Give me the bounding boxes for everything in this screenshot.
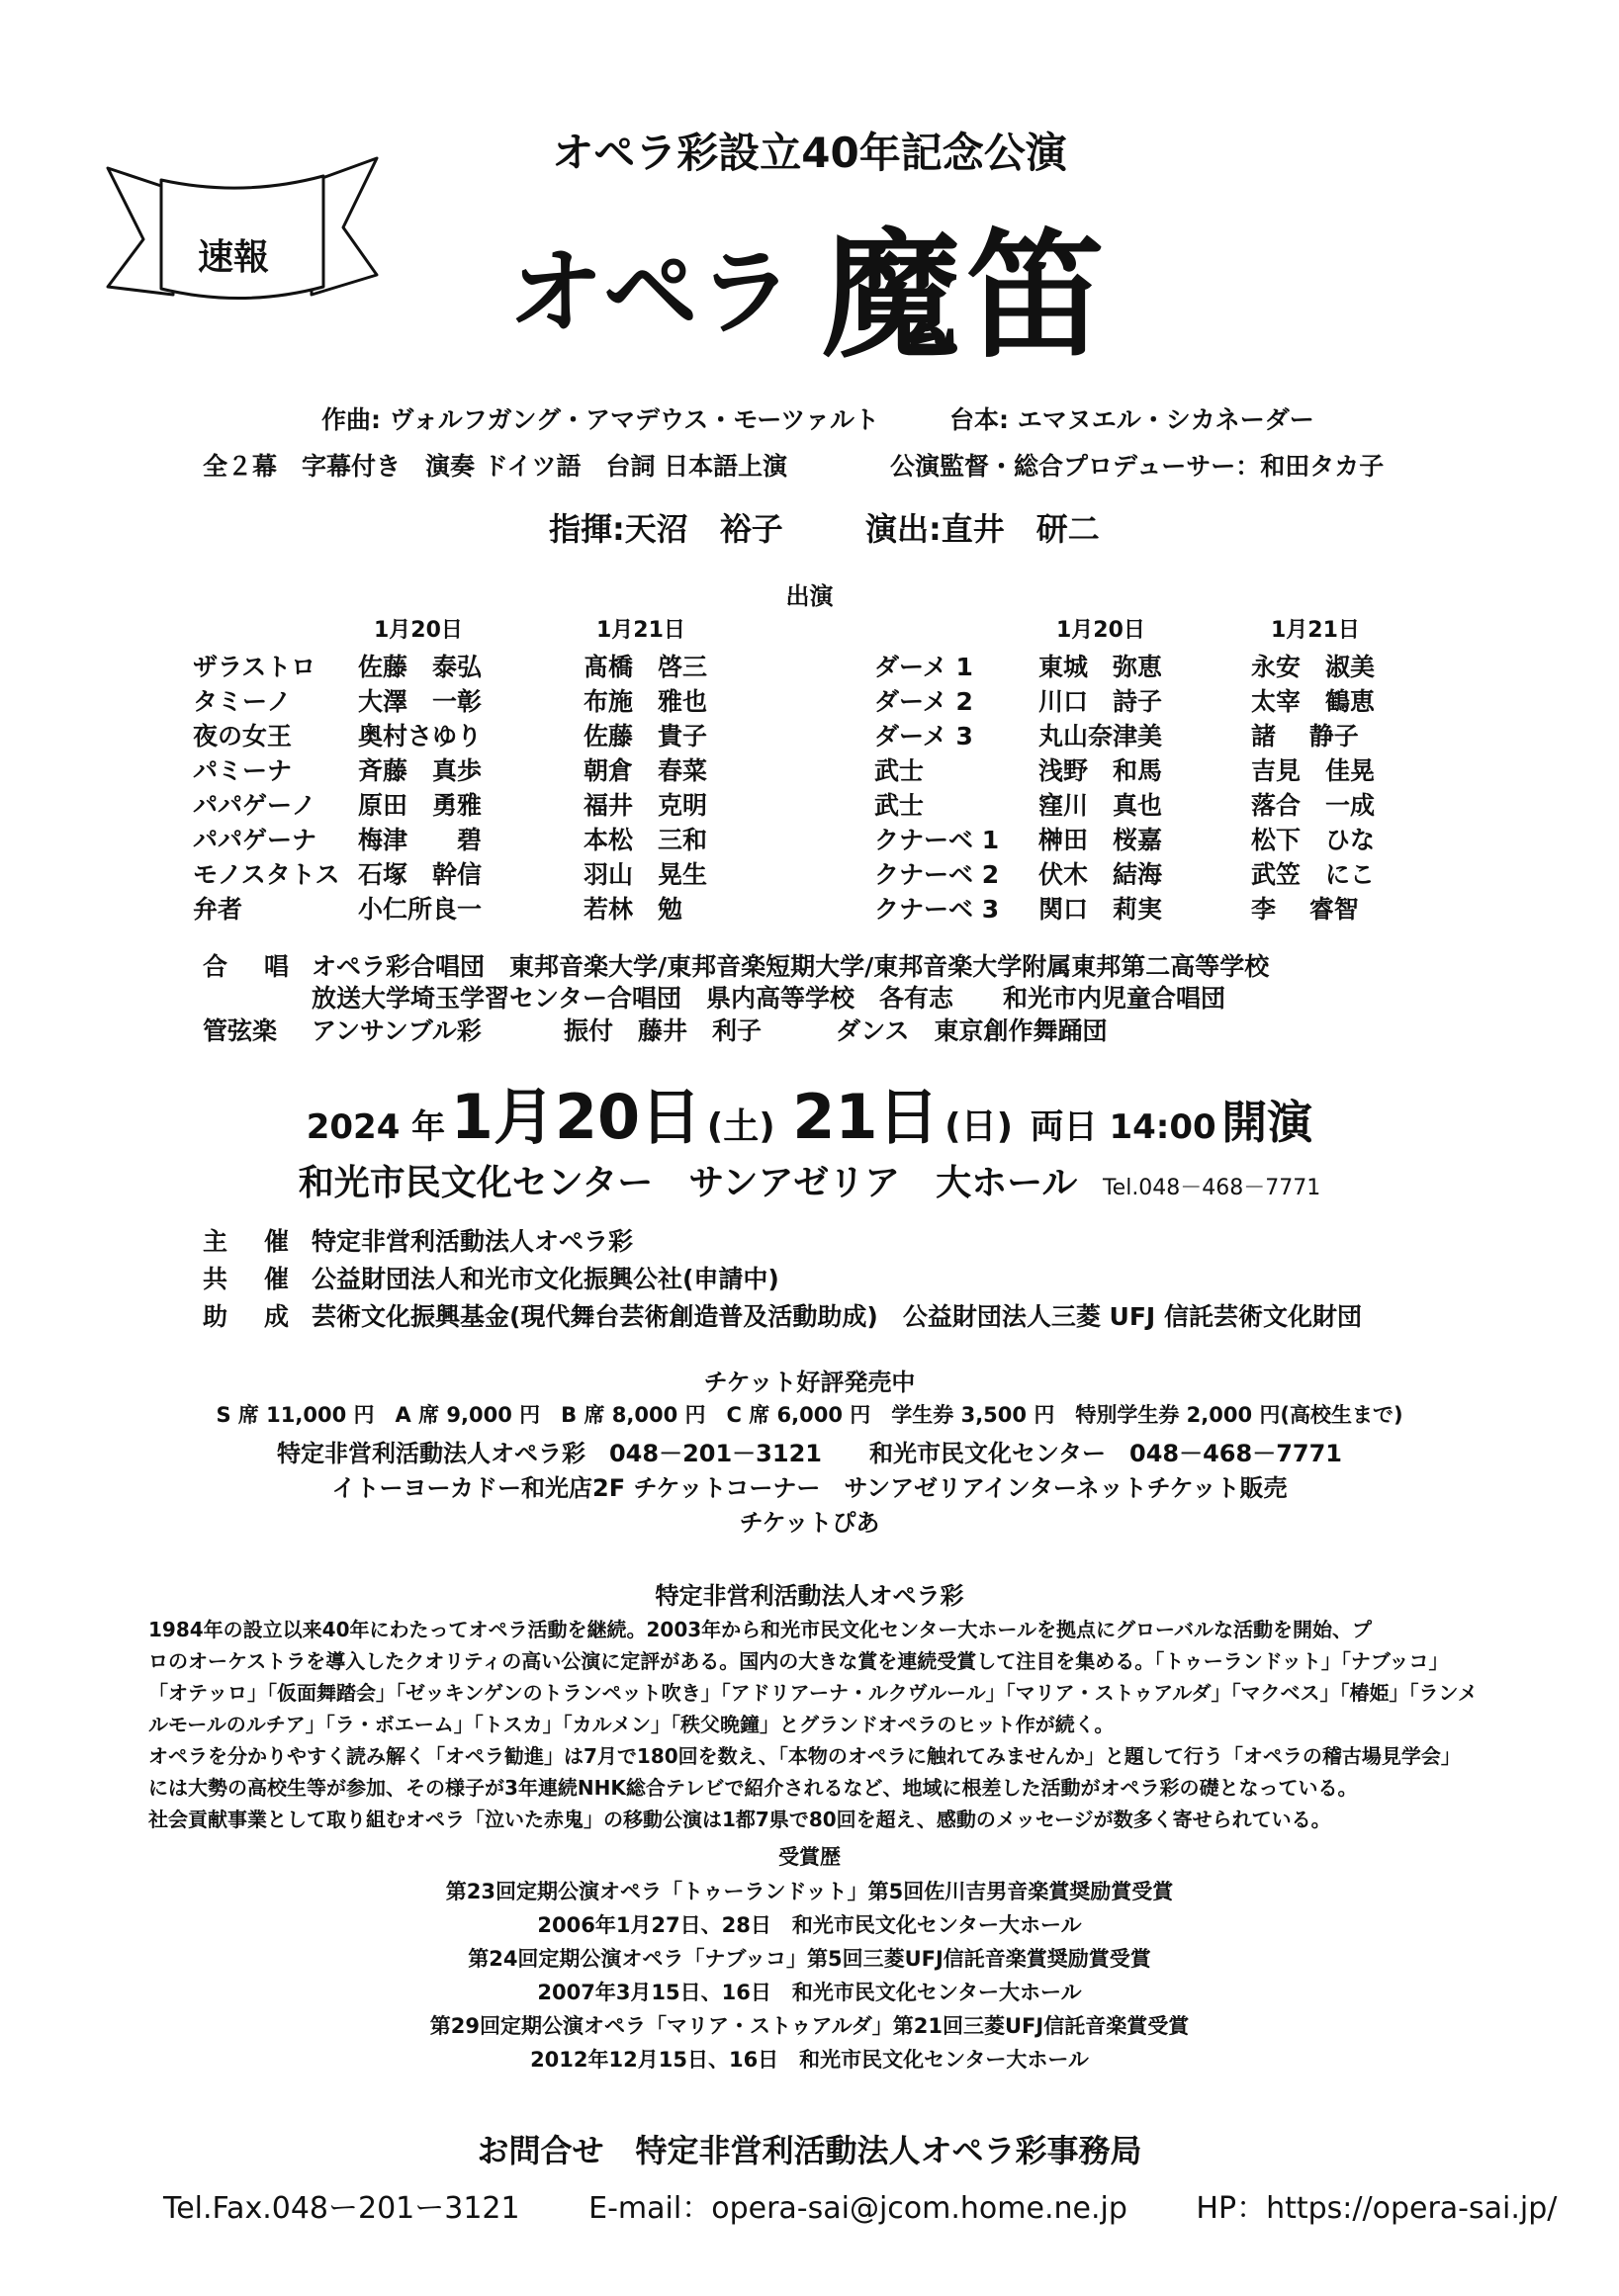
weekday-2: (日) [944,1106,1014,1147]
about-line: 「オテッロ」「仮面舞踏会」「ゼッキンゲンのトランペット吹き」「アドリアーナ・ルクヴルール」「マリア・ストゥアルダ」「マクベス」「椿姫」「ランメ [148,1681,1478,1705]
cast-singer-day1: 窪川 真也 [1038,791,1163,820]
performance-time: 両日 14:00 [1030,1107,1216,1147]
award-title: 第29回定期公演オペラ「マリア・ストゥアルダ」第21回三菱UFJ信託音楽賞受賞 [429,2014,1190,2038]
cast-singer-day1: 石塚 幹信 [358,860,483,889]
cast-singer-day2: 佐藤 貴子 [584,722,708,751]
cast-role: クナーベ 1 [874,826,1000,854]
award-venue: 2006年1月27日、28日 和光市民文化センター大ホール [537,1913,1082,1937]
cast-date-left-1: 1月20日 [374,618,463,643]
cast-singer-day1: 東城 弥恵 [1038,653,1163,681]
cast-date-right-1: 1月20日 [1056,618,1145,643]
cast-role: ダーメ 3 [874,722,973,751]
title-main: 魔笛 [822,217,1112,378]
librettist-credit: 台本: エマヌエル・シカネーダー [949,405,1314,434]
cast-singer-day2: 太宰 鶴恵 [1251,687,1376,716]
about-line: ルモールのルチア」「ラ・ボエーム」「トスカ」「カルメン」「秩父晩鐘」とグランドオペラのヒット作が続く。 [148,1713,1115,1736]
cast-singer-day2: 落合 一成 [1251,791,1376,820]
cast-role: 弁者 [193,895,243,924]
director-credit: 演出:直井 研二 [865,510,1100,548]
award-title: 第24回定期公演オペラ「ナブッコ」第5回三菱UFJ信託音楽賞奨励賞受賞 [468,1947,1151,1971]
about-line: 社会貢献事業として取り組むオペラ「泣いた赤鬼」の移動公演は1都7県で80回を超え、感動のメッセージが数多く寄せられている。 [148,1808,1331,1831]
cast-singer-day1: 伏木 結海 [1038,860,1163,889]
cast-date-right-2: 1月21日 [1271,618,1360,643]
cast-heading: 出演 [785,582,834,610]
cast-singer-day1: 浅野 和馬 [1038,756,1163,785]
ticket-outlets-1: 特定非営利活動法人オペラ彩 048－201－3121 和光市民文化センター 048－468－7771 [276,1440,1343,1467]
cast-role: パパゲーナ [193,826,317,854]
ticket-outlets-2: イトーヨーカドー和光店2F チケットコーナー サンアゼリアインターネットチケット販売 [331,1474,1288,1502]
organizer-role: 共 催 [203,1265,296,1293]
cast-date-left-2: 1月21日 [596,618,685,643]
performance-day-1: 1月20日 [450,1081,702,1153]
cast-role: パミーナ [193,756,293,785]
cast-role: パパゲーノ [193,791,316,820]
contact-homepage[interactable]: HP：https://opera-sai.jp/ [1196,2191,1558,2226]
curtain-label: 開演 [1221,1096,1313,1149]
cast-singer-day2: 朝倉 春菜 [584,756,708,785]
cast-role: 夜の女王 [193,722,293,751]
organizer-role: 主 催 [203,1227,296,1256]
cast-role: タミーノ [193,687,292,716]
performance-date [0,1068,1619,1156]
cast-role: 武士 [874,756,925,785]
dance-company: ダンス 東京創作舞踊団 [836,1016,1108,1045]
ticket-prices: S 席 11,000 円 A 席 9,000 円 B 席 8,000 円 C 席 6,000 円 学生券 3,500 円 特別学生券 2,000 円(高校生まで) [216,1403,1403,1427]
contact-details [163,2183,1616,2227]
awards-heading: 受賞歴 [778,1845,841,1869]
organizer-row [203,1222,1488,1256]
about-heading: 特定非営利活動法人オペラ彩 [655,1582,964,1610]
title-prefix: オペラ [507,237,793,348]
about-line: 1984年の設立以来40年にわたってオペラ活動を継続。2003年から和光市民文化センター大ホールを拠点にグローバルな活動を開始、プ [148,1618,1372,1641]
format-info: 全２幕 字幕付き 演奏 ドイツ語 台詞 日本語上演 [203,452,788,481]
contact-telfax: Tel.Fax.048ー201ー3121 [163,2191,520,2226]
cast-role: クナーベ 2 [874,860,1000,889]
cast-singer-day1: 原田 勇雅 [358,791,483,820]
orchestra-label: 管弦楽 [203,1016,278,1045]
award-title: 第23回定期公演オペラ「トゥーランドット」第5回佐川吉男音楽賞奨励賞受賞 [445,1880,1174,1903]
about-line: オペラを分かりやすく読み解く「オペラ勧進」は7月で180回を数え、「本物のオペラに触れてみませんか」と題して行う「オペラの稽古場見学会」 [148,1744,1461,1768]
chorus-line-1: オペラ彩合唱団 東邦音楽大学/東邦音楽短期大学/東邦音楽大学附属東邦第二高等学校 [312,952,1270,981]
orchestra-name: アンサンブル彩 [312,1016,482,1045]
cast-singer-day1: 佐藤 泰弘 [358,653,483,681]
cast-singer-day2: 武笠 にこ [1251,860,1376,889]
cast-singer-day2: 諸 静子 [1251,722,1359,751]
cast-role: クナーベ 3 [874,895,1000,924]
cast-singer-day1: 斉藤 真歩 [358,756,483,785]
cast-singer-day1: 小仁所良一 [358,895,483,924]
banner-label: 速報 [198,237,270,278]
cast-role: モノスタトス [193,860,340,889]
cast-singer-day2: 吉見 佳晃 [1251,756,1376,785]
cast-singer-day1: 奥村さゆり [358,722,483,751]
cast-singer-day2: 羽山 晃生 [584,860,708,889]
organizer-name: 公益財団法人和光市文化振興公社(申請中) [312,1265,779,1293]
award-venue: 2012年12月15日、16日 和光市民文化センター大ホール [530,2048,1089,2072]
cast-singer-day2: 松下 ひな [1251,826,1376,854]
organizer-role: 助 成 [203,1302,296,1331]
about-body [148,1614,1493,1835]
cast-singer-day2: 布施 雅也 [584,687,708,716]
organizer-row [203,1297,1488,1331]
cast-role: ザラストロ [193,653,316,681]
cast-singer-day2: 若林 勉 [584,895,683,924]
cast-singer-day1: 榊田 桜嘉 [1038,826,1163,854]
cast-role: 武士 [874,791,925,820]
about-line: には大勢の高校生等が参加、その様子が3年連続NHK総合テレビで紹介されるなど、地域に根差した活動がオペラ彩の礎となっている。 [148,1776,1358,1800]
event-subtitle: オペラ彩設立40年記念公演 [552,129,1067,177]
contact-title: お問合せ 特定非営利活動法人オペラ彩事務局 [477,2132,1142,2169]
cast-singer-day2: 福井 克明 [584,791,708,820]
producer-credit: 公演監督・総合プロデューサー：和田タカ子 [890,452,1385,481]
performance-year: 2024 年 [306,1107,446,1147]
cast-singer-day2: 永安 淑美 [1251,653,1376,681]
award-venue: 2007年3月15日、16日 和光市民文化センター大ホール [537,1981,1082,2004]
organizer-row [203,1260,1488,1293]
cast-singer-day1: 川口 詩子 [1038,687,1163,716]
conductor-credit: 指揮:天沼 裕子 [549,510,783,548]
organizer-name: 特定非営利活動法人オペラ彩 [312,1227,634,1256]
venue-tel: Tel.048－468－7771 [1102,1176,1321,1200]
cast-singer-day2: 本松 三和 [584,826,708,854]
contact-email[interactable]: E-mail：opera-sai@jcom.home.ne.jp [588,2191,1127,2226]
ticket-outlets-3: チケットぴあ [739,1509,880,1537]
composer-credit: 作曲: ヴォルフガング・アマデウス・モーツァルト [321,405,879,434]
venue-name: 和光市民文化センター サンアゼリア 大ホール [298,1163,1078,1203]
venue [0,1155,1619,1205]
ticket-heading: チケット好評発売中 [703,1369,916,1396]
cast-role: ダーメ 1 [874,653,973,681]
cast-role: ダーメ 2 [874,687,973,716]
cast-singer-day2: 李 睿智 [1251,895,1359,924]
title [0,186,1619,385]
chorus-line-2: 放送大学埼玉学習センター合唱団 県内高等学校 各有志 和光市内児童合唱団 [312,984,1226,1013]
cast-singer-day2: 髙橋 啓三 [584,653,708,681]
choreographer: 振付 藤井 利子 [564,1016,763,1045]
chorus-label: 合 唱 [203,952,296,981]
about-line: ロのオーケストラを導入したクオリティの高い公演に定評がある。国内の大きな賞を連続受賞して注目を集める。「トゥーランドット」「ナブッコ」 [148,1649,1449,1673]
cast-singer-day1: 大澤 一彰 [358,687,483,716]
organizer-name: 芸術文化振興基金(現代舞台芸術創造普及活動助成) 公益財団法人三菱 UFJ 信託芸術文化財団 [312,1302,1362,1331]
cast-singer-day1: 丸山奈津美 [1038,722,1163,751]
weekday-1: (土) [706,1106,775,1147]
cast-singer-day1: 梅津 碧 [358,826,483,854]
cast-singer-day1: 関口 莉実 [1038,895,1163,924]
performance-day-2: 21日 [792,1081,940,1153]
